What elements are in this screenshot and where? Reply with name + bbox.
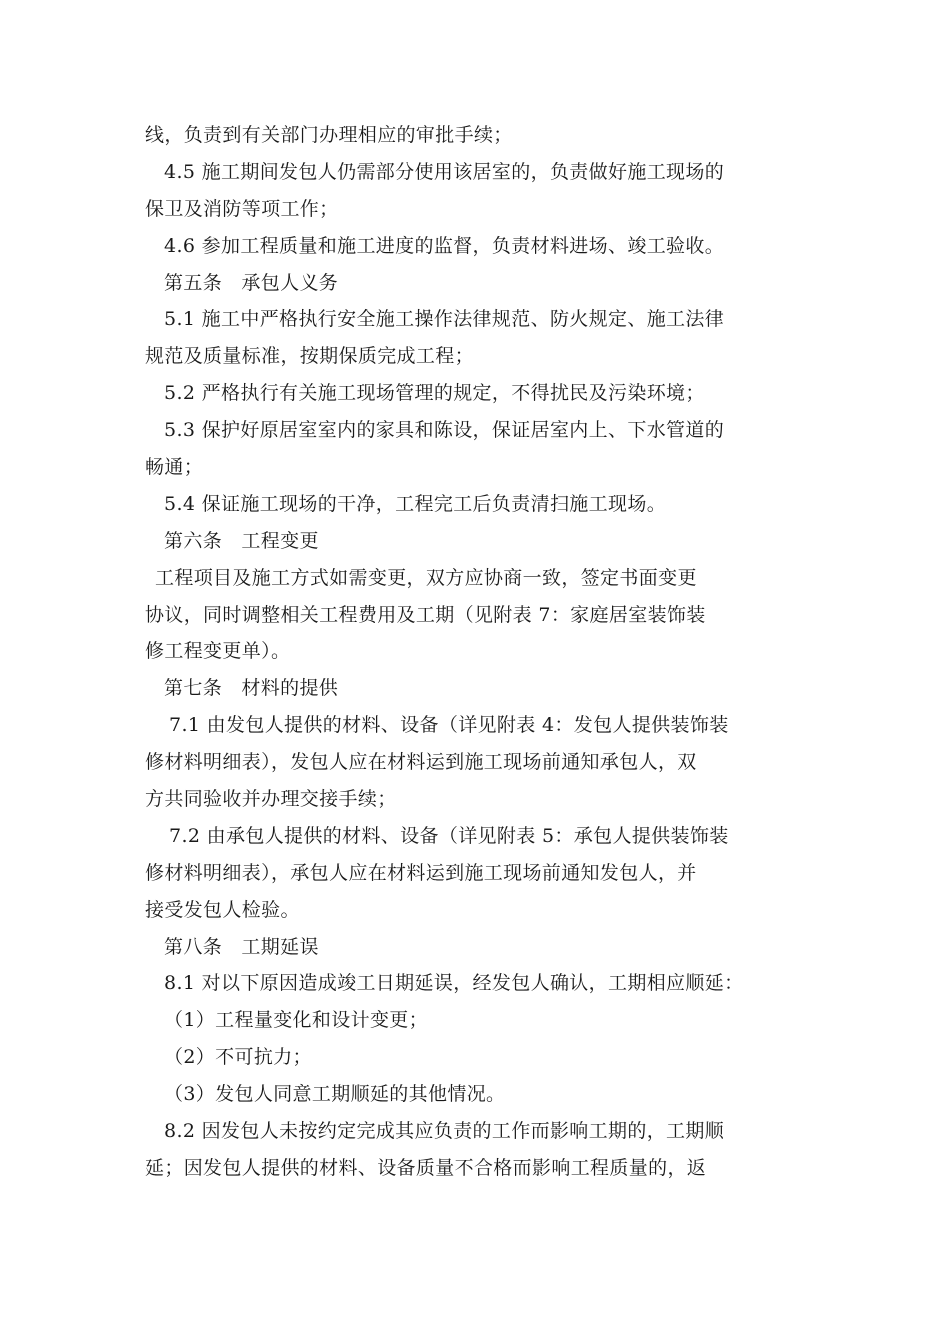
text-line: 5.3 保护好原居室室内的家具和陈设，保证居室内上、下水管道的: [164, 419, 725, 442]
text-line: 8.1 对以下原因造成竣工日期延误，经发包人确认，工期相应顺延：: [164, 972, 744, 995]
text-line: 7.2 由承包人提供的材料、设备（详见附表 5：承包人提供装饰装: [169, 824, 729, 847]
text-line: 7.1 由发包人提供的材料、设备（详见附表 4：发包人提供装饰装: [169, 714, 729, 737]
text-line: 修材料明细表），发包人应在材料运到施工现场前通知承包人，双: [145, 751, 697, 774]
contract-text-body: [145, 117, 810, 1187]
text-line: 第五条 承包人义务: [164, 271, 339, 294]
text-line: 5.2 严格执行有关施工现场管理的规定，不得扰民及污染环境；: [164, 382, 705, 405]
text-line: （2）不可抗力；: [164, 1046, 312, 1069]
text-line: 修工程变更单）。: [145, 640, 291, 663]
text-line: 保卫及消防等项工作；: [145, 197, 339, 220]
text-line: 协议，同时调整相关工程费用及工期（见附表 7：家庭居室装饰装: [145, 603, 706, 626]
text-line: （3）发包人同意工期顺延的其他情况。: [164, 1083, 506, 1106]
text-line: 5.1 施工中严格执行安全施工操作法律规范、防火规定、施工法律: [164, 308, 725, 331]
text-line: 规范及质量标准，按期保质完成工程；: [145, 345, 474, 368]
text-line: 4.5 施工期间发包人仍需部分使用该居室的，负责做好施工现场的: [164, 160, 725, 183]
text-line: 4.6 参加工程质量和施工进度的监督，负责材料进场、竣工验收。: [164, 234, 725, 257]
text-line: 工程项目及施工方式如需变更，双方应协商一致，签定书面变更: [155, 566, 697, 589]
text-line: 畅通；: [145, 456, 204, 479]
text-line: 第七条 材料的提供: [164, 677, 339, 700]
text-line: 第六条 工程变更: [164, 529, 319, 552]
text-line: 8.2 因发包人未按约定完成其应负责的工作而影响工期的，工期顺: [164, 1120, 725, 1143]
text-line: 线，负责到有关部门办理相应的审批手续；: [145, 124, 513, 146]
text-line: 5.4 保证施工现场的干净，工程完工后负责清扫施工现场。: [164, 492, 667, 515]
text-line: （1）工程量变化和设计变更；: [164, 1009, 428, 1032]
text-line: 第八条 工期延误: [164, 935, 319, 958]
text-line: 接受发包人检验。: [145, 898, 300, 921]
text-line: 方共同验收并办理交接手续；: [145, 788, 397, 811]
text-line: 修材料明细表），承包人应在材料运到施工现场前通知发包人，并: [145, 861, 697, 884]
text-line: 延；因发包人提供的材料、设备质量不合格而影响工程质量的，返: [145, 1156, 707, 1179]
